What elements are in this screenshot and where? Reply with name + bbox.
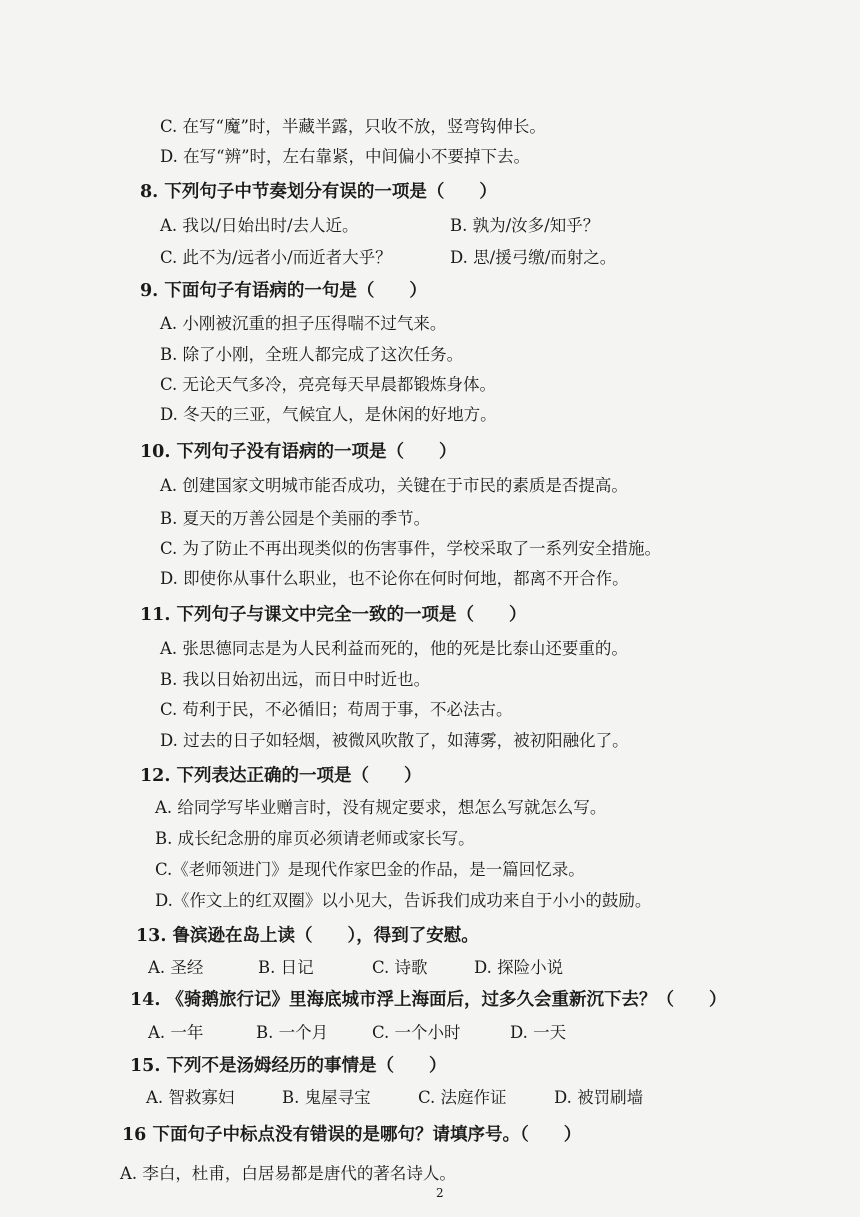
- question-9-option-a: A. 小刚被沉重的担子压得喘不过气来。: [160, 314, 447, 333]
- question-11-stem: 11. 下列句子与课文中完全一致的一项是（ ）: [140, 605, 527, 625]
- prev-option-d: D. 在写“辨”时，左右靠紧，中间偏小不要掉下去。: [160, 147, 531, 166]
- question-11-option-b: B. 我以日始初出远，而日中时近也。: [160, 670, 431, 689]
- question-8-option-a: A. 我以/日始出时/去人近。: [160, 216, 359, 235]
- question-13-option-a: A. 圣经: [148, 958, 204, 977]
- question-15-option-d: D. 被罚刷墙: [554, 1088, 644, 1107]
- question-10-option-d: D. 即使你从事什么职业，也不论你在何时何地，都离不开合作。: [160, 569, 629, 588]
- question-15-stem: 15. 下列不是汤姆经历的事情是（ ）: [130, 1056, 447, 1076]
- question-11-option-c: C. 苟利于民，不必循旧；苟周于事，不必法古。: [160, 700, 513, 719]
- question-12-option-d: D.《作文上的红双圈》以小见大，告诉我们成功来自于小小的鼓励。: [155, 891, 652, 910]
- question-13-option-b: B. 日记: [258, 958, 314, 977]
- question-12-option-c: C.《老师领进门》是现代作家巴金的作品，是一篇回忆录。: [155, 860, 585, 879]
- question-10-stem: 10. 下列句子没有语病的一项是（ ）: [140, 442, 457, 462]
- prev-option-c: C. 在写“魔”时，半藏半露，只收不放，竖弯钩伸长。: [160, 117, 546, 136]
- question-11-option-d: D. 过去的日子如轻烟，被微风吹散了，如薄雾，被初阳融化了。: [160, 731, 629, 750]
- question-14-stem: 14. 《骑鹅旅行记》里海底城市浮上海面后，过多久会重新沉下去？（ ）: [130, 990, 727, 1010]
- question-14-option-d: D. 一天: [510, 1023, 567, 1042]
- question-16-option-a: A. 李白，杜甫，白居易都是唐代的著名诗人。: [120, 1164, 456, 1183]
- question-9-option-d: D. 冬天的三亚，气候宜人，是休闲的好地方。: [160, 405, 497, 424]
- question-15-option-a: A. 智救寡妇: [146, 1088, 235, 1107]
- page-number: 2: [436, 1186, 444, 1200]
- question-12-stem: 12. 下列表达正确的一项是（ ）: [140, 766, 422, 786]
- question-11-option-a: A. 张思德同志是为人民利益而死的，他的死是比泰山还要重的。: [160, 639, 628, 658]
- question-8-stem: 8. 下列句子中节奏划分有误的一项是（ ）: [140, 182, 497, 202]
- question-12-option-b: B. 成长纪念册的扉页必须请老师或家长写。: [155, 829, 475, 848]
- question-9-option-b: B. 除了小刚，全班人都完成了这次任务。: [160, 345, 464, 364]
- question-13-option-d: D. 探险小说: [474, 958, 564, 977]
- question-9-option-c: C. 无论天气多冷，亮亮每天早晨都锻炼身体。: [160, 375, 497, 394]
- question-9-stem: 9. 下面句子有语病的一句是（ ）: [140, 281, 427, 301]
- question-8-option-d: D. 思/援弓缴/而射之。: [450, 248, 617, 267]
- question-15-option-b: B. 鬼屋寻宝: [282, 1088, 371, 1107]
- question-12-option-a: A. 给同学写毕业赠言时，没有规定要求，想怎么写就怎么写。: [155, 798, 607, 817]
- question-10-option-c: C. 为了防止不再出现类似的伤害事件，学校采取了一系列安全措施。: [160, 539, 662, 558]
- question-14-option-a: A. 一年: [148, 1023, 204, 1042]
- question-10-option-a: A. 创建国家文明城市能否成功，关键在于市民的素质是否提高。: [160, 476, 628, 495]
- question-10-option-b: B. 夏天的万善公园是个美丽的季节。: [160, 509, 431, 528]
- question-8-option-b: B. 孰为/汝多/知乎？: [450, 216, 600, 235]
- question-14-option-b: B. 一个月: [256, 1023, 329, 1042]
- question-13-option-c: C. 诗歌: [372, 958, 428, 977]
- question-8-option-c: C. 此不为/远者小/而近者大乎？: [160, 248, 392, 267]
- question-15-option-c: C. 法庭作证: [418, 1088, 507, 1107]
- question-16-stem: 16 下面句子中标点没有错误的是哪句？请填序号。（ ）: [122, 1125, 582, 1145]
- question-14-option-c: C. 一个小时: [372, 1023, 461, 1042]
- question-13-stem: 13. 鲁滨逊在岛上读（ ），得到了安慰。: [136, 926, 479, 946]
